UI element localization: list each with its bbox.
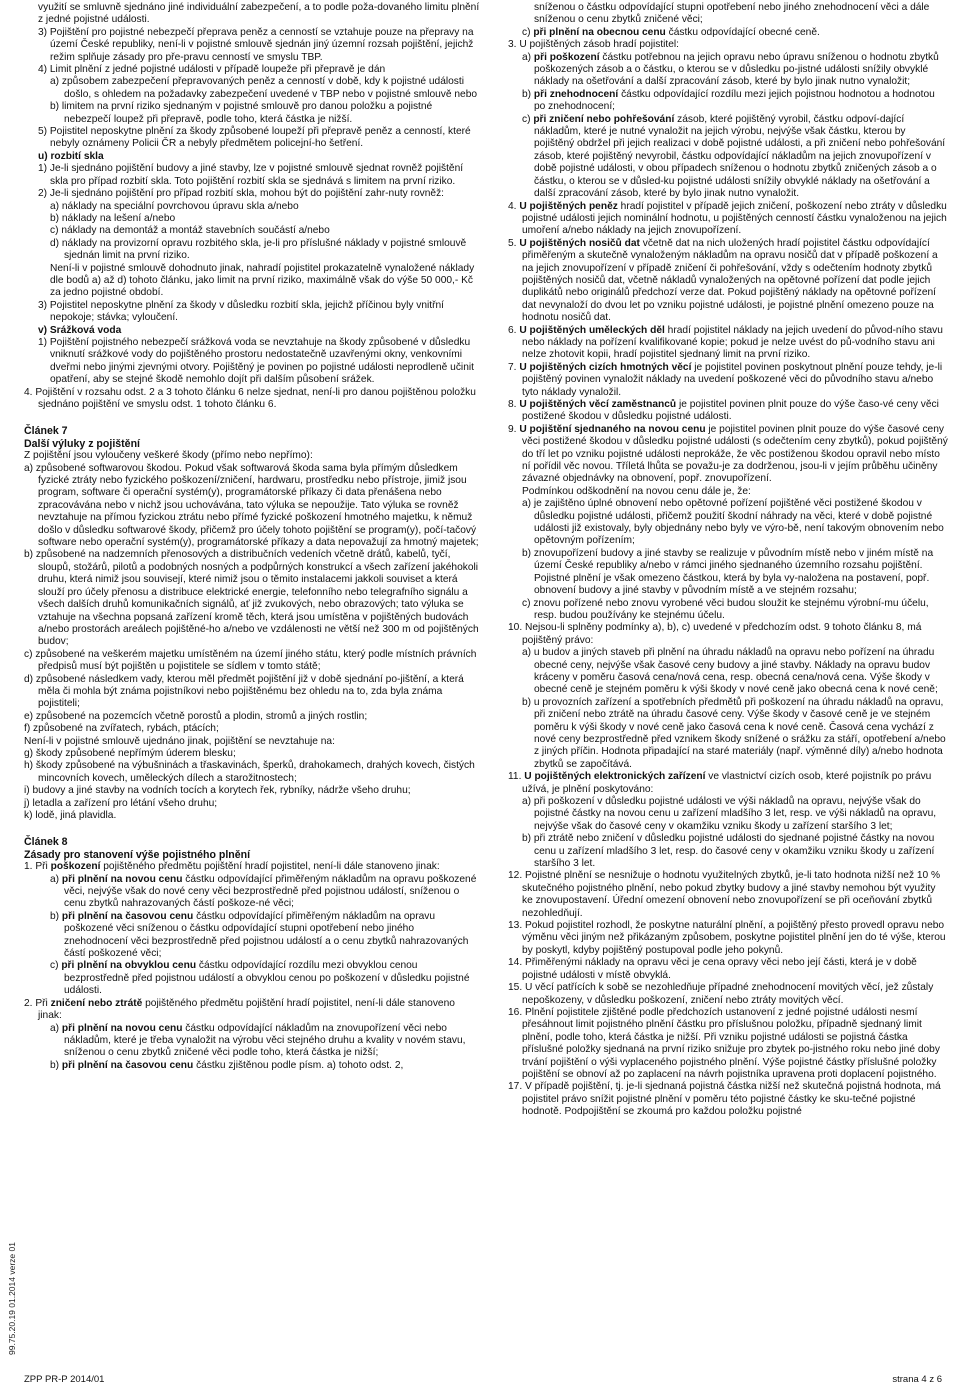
paragraph: Není-li v pojistné smlouvě dohodnuto jinak, nahradí pojistitel prokazatelně vynaložené náklady dle bodů a) až d) tohoto článku, jako limit na první riziko, maximálně však do výše 50 000,- Kč za jedno pojistné období. (50, 262, 475, 299)
list-item: b) způsobené na nadzemních přenosových a distribučních vedeních včetně drátů, kabelů, tyčí, sloupů, stožárů, pilotů a podobných nosných a podpůrných konstrukcí a všech zařízení jakéhokoli druhu, která nimiž jsou souvisejí, které nimiž jsou o těmito instalacemi jakkoli souviset a která slouží pro účely přenosu a distribuce elektrické energie, telefonního nebo telegrafního signálu a všech dalších druhů komunikačních signálů, ať již zvukových, nebo obrazových; tato výluka se vztahuje na všechna popsaná zařízení kromě těch, která jsou umístěna v pojištěných budovách a/nebo prostorách areálech pojištěné-ho a/nebo ve vzdálenosti ne větší než 300 m od pojištěných budov; (24, 549, 479, 648)
list-item: b) znovupořízení budovy a jiné stavby se realizuje v původním místě nebo v jiném místě na území České republiky a/nebo v rámci jiného sjednaného územního rozsahu pojištění. Pojistné plnění je však omezeno částkou, která by byla vy-naložena na postavení, popř. obnovení budovy a jiné stavby v původním místě a ve stejném rozsahu; (522, 547, 934, 597)
list-item: k) lodě, jiná plavidla. (24, 810, 117, 821)
paragraph: 4. U pojištěných peněz hradí pojistitel v případě jejich zničení, poškození nebo ztráty v důsledku pojistné události jejich nominální hodnotu, u pojištěných cenností částku vynaloženou na jejich umoření a/nebo náklady na jejich znovupořízení. (508, 200, 947, 237)
footer-doc-id: ZPP PR-P 2014/01 (24, 1374, 105, 1385)
paragraph: 14. Přiměřenými náklady na opravu věci je cena opravy věci nebo její části, která je v době pojistné události v místě obvyklá. (508, 957, 917, 981)
paragraph: 7. U pojištěných cizích hmotných věcí je pojistitel povinen poskytnout plnění pouze tehdy, je-li pojištěný povinen vynaložit náklady na uvedení poškozené věci do původního stavu a/nebo tyto náklady vynaložil. (508, 361, 943, 398)
list-item: c) náklady na demontáž a montáž stavebních součástí a/nebo (50, 225, 330, 237)
paragraph: 17. V případě pojištění, tj. je-li sjednaná pojistná částka nižší než skutečná pojistná hodnota, má pojistitel právo snížit pojistné plnění v poměru této pojistné částky ke sku-tečné pojistné hodnotě. Podpojištění se zkoumá pro každou položku pojistné (508, 1081, 941, 1118)
left-column (24, 2, 480, 1072)
list-item: c) při plnění na obecnou cenu částku odpovídající obecné ceně. (522, 26, 820, 38)
list-item: a) při plnění na novou cenu částku odpovídající nákladům na znovupořízení věci nebo nákladům, které je třeba vynaložit na výrobu věci stejného druhu a kvality v novém stavu, sníženou o cenu zbytků zničené věci podle toho, která částka je nižší; (50, 1022, 466, 1059)
paragraph: 4. Pojištění v rozsahu odst. 2 a 3 tohoto článku 6 nelze sjednat, není-li pro danou pojištěnou položku sjednáno pojištění ve smyslu odst. 1 tohoto článku 6. (24, 386, 476, 410)
list-item: e) způsobené na pozemcích včetně porostů a plodin, stromů a jiných rostlin; (24, 710, 368, 722)
paragraph: 13. Pokud pojistitel rozhodl, že poskytne naturální plnění, a pojištěný přesto provedl opravu nebo výměnu věci jiným než přikázaným způsobem, poskytne pojistitel plnění jen do té výše, kterou by poskytl, kdyby pojištěný postupoval podle jeho pokynů. (508, 920, 946, 956)
list-item: a) způsobené softwarovou škodou. Pokud však softwarová škoda sama byla přímým důsledkem fyzické ztráty nebo fyzického poškození/zničení, hardwaru, prostředku nebo přístroje, jimiž jsou program, software či operační systém(y), programátorské příkazy či data přenášena nebo zpracovávána nebo v nichž jsou uchovávána, tato výluka se nepoužije. Tato výluka se rovněž nevztahuje na přímou fyzickou ztrátu nebo přímé fyzické poškození hmotného majetku, k němuž došlo v důsledku softwarové škody, přičemž pro účely tohoto pojištění se program(y), počí-tačový software nebo operační systém(y), programátorské příkazy a data nepovažují za hmotný majetek; (24, 462, 479, 549)
list-item: a) při plnění na novou cenu částku odpovídající přiměřeným nákladům na opravu poškozené věci, nejvýše však do nové ceny věci bezprostředně před pojistnou událostí, sníženou o cenu zbytků nahrazovaných částí poškoze-né věci; (50, 873, 477, 910)
list-item: h) škody způsobené na výbušninách a třaskavinách, šperků, drahokamech, drahých kovech, čistých mincovních kovech, uměleckých dílech a starožitnostech; (24, 760, 475, 784)
list-item: a) při poškození částku potřebnou na jejich opravu nebo úpravu sníženou o hodnotu zbytků poškozených zásob a o částku, o kterou se v důsledku po-jistné události snížily obvyklé náklady na ošetřování a další zpracování zásob, které by bylo jinak nutno vynaložit; (522, 51, 939, 88)
paragraph: 6. U pojištěných uměleckých děl hradí pojistitel náklady na jejich uvedení do původ-ního stavu nebo náklady na pořízení kvalifikované kopie; pokud je nelze uvést do pů-vodního stavu ani nelze zhotovit kopii, hradí pojistitel sjednaný limit na první riziko. (508, 324, 943, 361)
list-item: b) při plnění na časovou cenu částku odpovídající přiměřeným nákladům na opravu poškozené věci sníženou o částku odpovídající stupni opotřebení nebo jiného znehodnocení věci bezprostředně před pojistnou událostí a o cenu zbytků nahrazovaných částí poškozené věci; (50, 910, 469, 960)
paragraph: 3) Pojištění pro pojistné nebezpečí přeprava peněz a cenností se vztahuje pouze na přepravy na území České republiky, není-li v pojistné smlouvě sjednán jiný územní rozsah pojištění, jejichž režim splňuje zásady pro pře-pravu cenností ve smyslu TBP. (38, 26, 474, 63)
list-item: b) limitem na první riziko sjednaným v pojistné smlouvě pro danou položku a pojistné nebezpečí loupež při přepravě, podle toho, která částka je nižší. (50, 101, 433, 125)
paragraph: 16. Plnění pojistitele zjištěné podle předchozích ustanovení z jedné pojistné události nesmí přesáhnout limit pojistného plnění částku pro příslušnou položku, případně sjednaný limit plnění, podle toho, která částka je nižší. Při vzniku pojistné události se pojistná částka příslušné položky sjednaná na první riziko snižuje pro zbytek po-jistného roku nebo jiné doby trvání pojištění o výši vyplaceného pojistného plnění. Výše pojistné částky příslušné položky pojištění se obnoví až po zaplacení na návrh pojistníka upravena proti doplacení pojistného. (508, 1006, 940, 1080)
paragraph: 1. Při poškození pojištěného předmětu pojištění hradí pojistitel, není-li dále stanoveno jinak: (24, 861, 440, 873)
paragraph: Není-li v pojistné smlouvě ujednáno jinak, pojištění se nevztahuje na: (24, 735, 335, 747)
section-heading: u) rozbití skla (38, 150, 104, 162)
page-number: strana 4 z 6 (892, 1374, 942, 1385)
paragraph: využití se smluvně sjednáno jiné individuální zabezpečení, a to podle poža-dovaného limitu plnění z jedné pojistné události. (38, 2, 480, 26)
paragraph: 5. U pojištěných nosičů dat včetně dat na nich uložených hradí pojistitel částku odpovídající přiměřeným a skutečně vynaloženým nákladům na opravu nosičů dat v případě poškození a na jejich znovupořízení v případě zničení či pohřešování, vždy s odečtením hodnoty zbytků pojištěných nosičů dat, včetně nákladů vynaložených na opětovné pořízení dat podle jejich duplikátů nebo originálů předchozí verze dat. Pokud pojištěný náklady na opětovné pořízení dat nevynaloží do dvou let po vzniku pojistné události, je pojistné plnění omezeno pouze na hodnotu nosičů dat. (508, 237, 938, 324)
list-item: d) způsobené následkem vady, kterou měl předmět pojištění již v době sjednání po-jištění, a která měla či mohla být známa pojistníkovi nebo pojištěnému bez ohledu na to, zda byla známa pojistiteli; (24, 673, 464, 710)
paragraph: Podmínkou odškodnění na novou cenu dále je, že: (522, 485, 751, 497)
paragraph: 3) Pojistitel neposkytne plnění za škody v důsledku rozbití skla, jejichž příčinou byly vnitřní nepokoje; stávka; vyloučení. (38, 299, 444, 324)
paragraph: 11. U pojištěných elektronických zařízení ve vlastnictví cizích osob, které pojistník po právu užívá, je plnění poskytováno: (508, 771, 932, 795)
list-item: a) u budov a jiných staveb při plnění na úhradu nákladů na opravu nebo pořízení na úhradu obecné ceny, nejvýše však časové ceny budovy a jiné stavby. Náklady na opravu budov kráceny v poměru časová cena/nová cena, resp. obecná cena/nová cena. Výše škody v obecné ceně je stejném poměru k výši škody v nové ceně jako obecná cena k nové ceně; (522, 647, 938, 696)
paragraph: 3. U pojištěných zásob hradí pojistitel: (508, 39, 680, 51)
document-code: 99.75.20.19 01.2014 verze 01 (7, 1242, 17, 1355)
list-item: b) náklady na lešení a/nebo (50, 212, 176, 224)
paragraph: 15. U věcí patřících k sobě se nezohledňuje případné znehodnocení movitých věcí, jež zůstaly nepoškozeny, v důsledku poškození, zničení nebo ztráty movitých věcí. (508, 982, 934, 1006)
list-item: j) letadla a zařízení pro létání všeho druhu; (24, 797, 218, 809)
paragraph: 12. Pojistné plnění se nesnižuje o hodnotu využitelných zbytků, je-li tato hodnota nižší než 10 % skutečného pojistného plnění, nebo pokud zbytky budovy a jiné stavby nemohou být využity ke znovupostavení. Úřední omezení obnovení nebo znovupořízení se při oceňování zbytků nezohledňují. (508, 870, 941, 919)
section-heading: v) Srážková voda (38, 324, 122, 336)
list-item: a) při poškození v důsledku pojistné události ve výši nákladů na opravu, nejvýše však do pojistné částky na novou cenu u zařízení mladšího 3 let, resp. ve výši nákladů na opravu, nejvýše však do časové ceny v okamžiku vzniku škody u zařízení staršího 3 let; (522, 796, 937, 832)
paragraph: 10. Nejsou-li splněny podmínky a), b), c) uvedené v předchozím odst. 9 tohoto článku 8, má pojištěný právo: (508, 622, 922, 646)
list-item: b) při plnění na časovou cenu částku zjištěnou podle písm. a) tohoto odst. 2, (50, 1059, 404, 1071)
paragraph: 1) Je-li sjednáno pojištění budovy a jiné stavby, lze v pojistné smlouvě sjednat rovněž pojištění skla pro případ rozbití skla. Toto pojištění rozbití skla se sjednává s limitem na první riziko. (38, 163, 464, 187)
list-item: a) způsobem zabezpečení přepravovaných peněz a cenností v době, kdy k pojistné události došlo, s ohledem na požadavky zabezpečení uvedené v TBP nebo v pojistné smlouvě nebo (50, 76, 478, 100)
list-item: b) při ztrátě nebo zničení v důsledku pojistné události do sjednané pojistné částky na novou cenu u zařízení mladšího 3 let, resp. do časové ceny v okamžiku vzniku škody u zařízení staršího 3 let. (522, 833, 935, 870)
list-item: c) při zničení nebo pohřešování zásob, které pojištěný vyrobil, částku odpoví-dající nákladům, které je nutné vynaložit na jejich výrobu, nejvýše však částku, kterou by pojištěný obdržel při jejich realizaci v době pojistné události, a při zničení nebo pohřešování zásob, které pojištěný nevyrobil, částku odpovídající nákladům na jejich znovupořízení v době pojistné události, v obou případech sníženou o hodnotu zbytků zničených zásob a o částku, o kterou se v důsled-ku pojistné události snížily obvyklé náklady na ošetřování a další zpracování zásob, které by bylo jinak nutno vynaložit. (522, 113, 946, 200)
list-item: c) znovu pořízené nebo znovu vyrobené věci budou sloužit ke stejnému výrobní-mu účelu, resp. budou používány ke stejnému účelu. (522, 597, 929, 621)
paragraph: 9. U pojištění sjednaného na novou cenu je pojistitel povinen plnit pouze do výše časové ceny věci postižené škodou v důsledku pojistné události (s odečtením ceny zbytků), pokud pojištěný do tří let po vzniku pojistné události neprokáže, že věc postiženou škodou opravil nebo místo ní pořídil věc novou. Tříletá lhůta se považu-je za dodrženou, jsou-li v jejím průběhu učiněny závazné objednávky na obnovení, popř. znovupořízení. (508, 423, 948, 485)
paragraph: 4) Limit plnění z jedné pojistné události v případě loupeže při přepravě je dán (38, 64, 386, 76)
paragraph: 1) Pojištění pojistného nebezpečí srážková voda se nevztahuje na škody způsobené v důsledku vniknutí srážkové vody do pojištěného prostoru nedostatečně uzavřenými okny, venkovními dveřmi nebo jinými zjevnými otvory. Pojištěný je povinen po pojistné události neprodleně učinit opatření, aby se stejné škodě nemohlo dojít při dalším působení srážek. (38, 336, 474, 386)
list-item: f) způsobené na zvířatech, rybách, ptácích; (24, 723, 219, 735)
paragraph: 8. U pojištěných věcí zaměstnanců je pojistitel povinen plnit pouze do výše časo-vé ceny věci postižené škodou v důsledku pojistné události. (508, 399, 939, 423)
list-item: a) je zajištěno úplné obnovení nebo opětovné pořízení pojištěné věci postižené škodou v důsledku pojistné události, přičemž použití škodní náhrady na věci, které v době pojistné události již existovaly, byly objednány nebo byly ve výro-bě, není takovým obnovením nebo opětovným pořízením; (522, 498, 944, 547)
list-item: d) náklady na provizorní opravu rozbitého skla, je-li pro příslušné náklady v pojistné smlouvě sjednán limit na první riziko. (50, 237, 467, 262)
list-item: c) při plnění na obvyklou cenu částku odpovídající rozdílu mezi obvyklou cenou bezprostředně před pojistnou událostí a obvyklou cenou po poškození v důsledku pojistné události. (50, 960, 470, 997)
article-subtitle: Zásady pro stanovení výše pojistného plnění (24, 848, 251, 861)
paragraph: 2) Je-li sjednáno pojištění pro případ rozbití skla, mohou být do pojištění zahr-nuty rovněž: (38, 188, 445, 200)
list-item: b) u provozních zařízení a spotřebních předmětů při poškození na úhradu nákladů na opravu, při zničení nebo ztrátě na úhradu časové ceny. Výše škody v časové ceně je ve stejném poměru k výši škody v nové ceně jako časová cena k nové ceně. Časová cena vychází z nové ceny bezprostředně před vznikem škody snížené o srážku za stáří, opotřebení a/nebo z jiných příčin. Hodnota připadající na staré materiály (např. výměnné díly) a/nebo hodnota zbytků se započítává. (522, 696, 946, 770)
list-item: a) náklady na speciální povrchovou úpravu skla a/nebo (50, 200, 299, 212)
paragraph: 2. Při zničení nebo ztrátě pojištěného předmětu pojištění hradí pojistitel, není-li dále stanoveno jinak: (24, 997, 455, 1022)
list-item: i) budovy a jiné stavby na vodních tocích a korytech řek, rybníky, nádrže všeho druhu; (24, 785, 411, 797)
list-item: b) při znehodnocení částku odpovídající rozdílu mezi jejich pojistnou hodnotou a hodnotou po znehodnocení; (522, 88, 935, 113)
article-subtitle: Další výluky z pojištění (24, 437, 140, 450)
paragraph: 5) Pojistitel neposkytne plnění za škody způsobené loupeží při přepravě peněz a cenností, které nebyly oznámeny Policii ČR a nebyly předmětem policejní-ho šetření. (38, 126, 471, 150)
list-item: c) způsobené na veškerém majetku umístěném na území jiného státu, který podle místních právních předpisů musí být pojištěn u pojistitele se sídlem v tomto státě; (24, 648, 477, 673)
article-title: Článek 8 (24, 836, 68, 849)
article-title: Článek 7 (24, 425, 68, 438)
paragraph: Z pojištění jsou vyloučeny veškeré škody (přímo nebo nepřímo): (24, 450, 313, 462)
paragraph: sníženou o částku odpovídající stupni opotřebení nebo jiného znehodnocení věci a dále sníženou o cenu zbytků zničené věci; (534, 2, 930, 26)
list-item: g) škody způsobené nepřímým úderem blesku; (24, 747, 236, 759)
right-column (508, 2, 948, 1119)
